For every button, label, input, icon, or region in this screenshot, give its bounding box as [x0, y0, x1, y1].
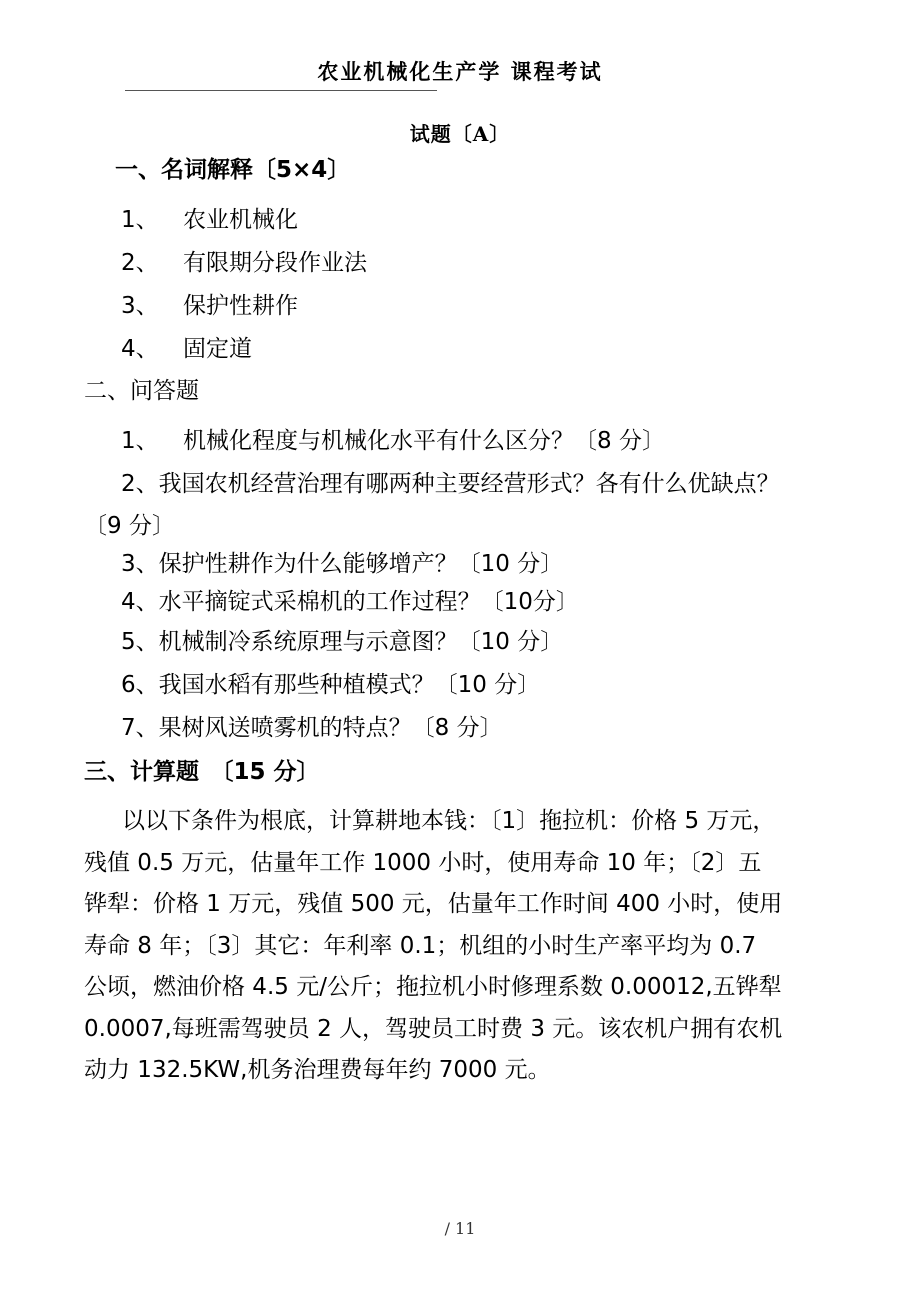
item-text: 农业机械化 [183, 207, 298, 233]
list-item: 4、水平摘锭式采棉机的工作过程？〔10分〕 [121, 589, 579, 615]
item-text: 有限期分段作业法 [183, 250, 367, 276]
calculation-paragraph [84, 801, 824, 1092]
list-item [121, 205, 298, 235]
header-divider [125, 90, 437, 91]
paragraph-line: 动力 132.5KW,机务治理费每年约 7000 元。 [84, 1057, 551, 1083]
item-number: 2、 [121, 250, 159, 276]
course-title: 农业机械化生产学 课程考试 [317, 59, 603, 84]
list-item: 2、我国农机经营治理有哪两种主要经营形式？各有什么优缺点？ [121, 471, 780, 497]
list-item: 3、保护性耕作为什么能够增产？〔10 分〕 [121, 551, 564, 577]
list-item [121, 291, 298, 321]
paragraph-line: 残值 0.5 万元，估量年工作 1000 小时，使用寿命 10 年；〔2〕五 [84, 849, 762, 876]
item-number: 4、 [121, 336, 159, 362]
paragraph-line: 公顷，燃油价格 4.5 元/公斤；拖拉机小时修理系数 0.00012,五铧犁 [84, 974, 782, 1000]
item-number: 1、 [121, 207, 159, 233]
list-item: 5、机械制冷系统原理与示意图？〔10 分〕 [121, 629, 564, 655]
paragraph-line: 0.0007,每班需驾驶员 2 人，驾驶员工时费 3 元。该农机户拥有农机 [84, 1015, 783, 1042]
item-text: 机械化程度与机械化水平有什么区分？〔8 分〕 [183, 428, 665, 454]
page-number: / 11 [444, 1219, 476, 1238]
exam-label: 试题〔A〕 [409, 122, 511, 146]
paragraph-line: 以以下条件为根底，计算耕地本钱：〔1〕拖拉机：价格 5 万元， [122, 808, 776, 834]
item-number: 3、 [121, 293, 159, 319]
item-text: 固定道 [183, 336, 252, 362]
paragraph-line: 寿命 8 年；〔3〕其它：年利率 0.1；机组的小时生产率平均为 0.7 [84, 932, 757, 959]
list-item-continuation: 〔9 分〕 [84, 513, 175, 539]
list-item [121, 334, 252, 364]
section-title-questions: 二、问答题 [84, 378, 199, 404]
section-title-calculation: 三、计算题 〔15 分〕 [84, 759, 320, 785]
section-title-definitions: 一、名词解释〔5×4〕 [115, 157, 351, 183]
paragraph-line: 铧犁：价格 1 万元，残值 500 元，估量年工作时间 400 小时，使用 [84, 891, 783, 917]
list-item: 7、果树风送喷雾机的特点？〔8 分〕 [121, 715, 503, 741]
list-item [121, 426, 665, 456]
list-item [121, 248, 367, 278]
item-number: 1、 [121, 428, 159, 454]
list-item: 6、我国水稻有那些种植模式？〔10 分〕 [121, 672, 541, 698]
item-text: 保护性耕作 [183, 293, 298, 319]
